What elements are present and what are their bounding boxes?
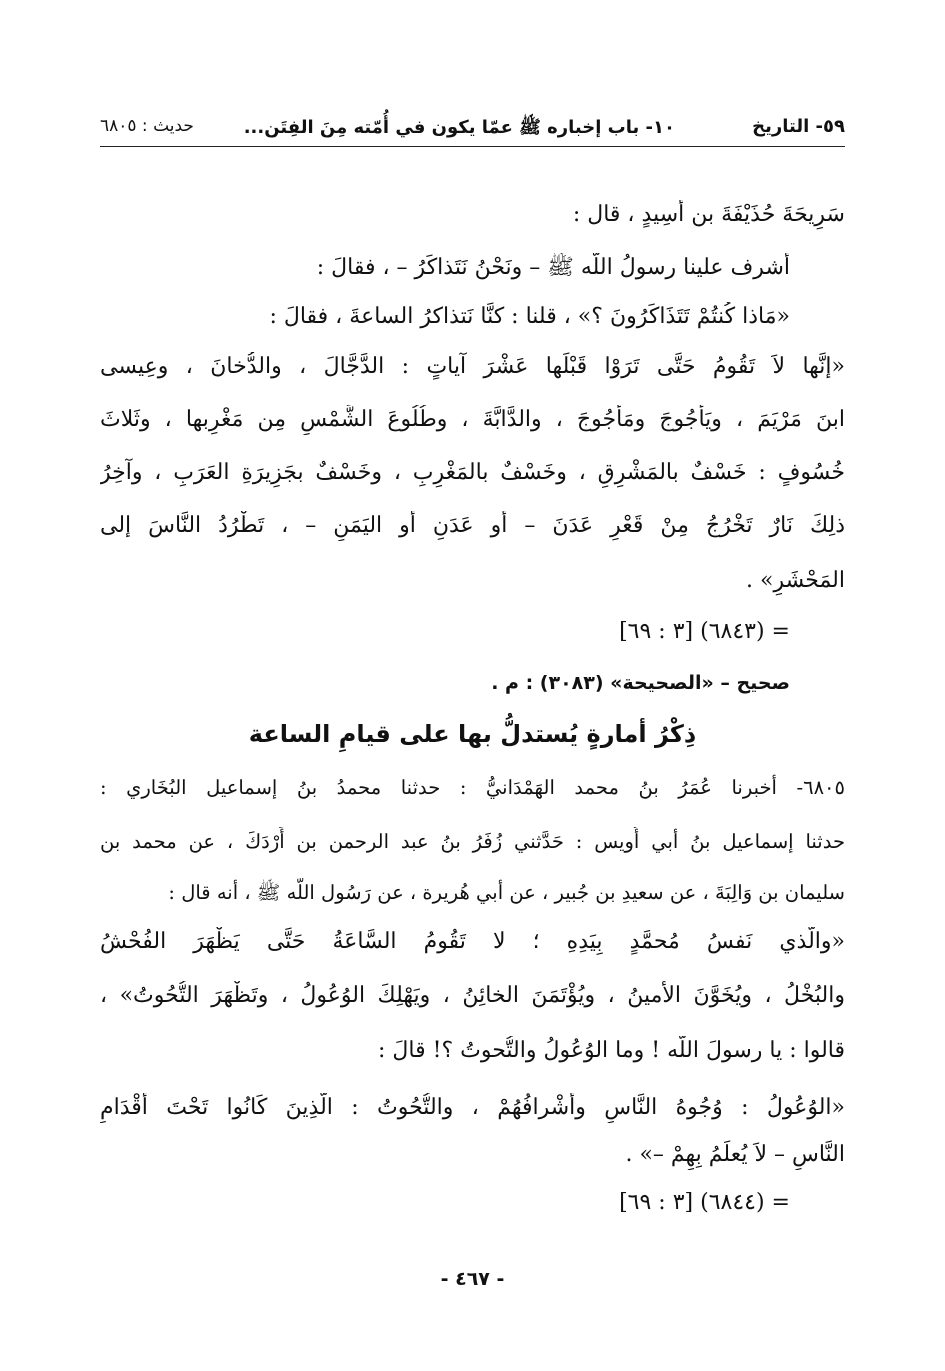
- text-line: المَحْشَرِ» .: [746, 568, 845, 593]
- chapter-title: ١٠- باب إخباره ﷺ عمّا يكون في أُمّته مِنَ الفِتَن...: [243, 117, 675, 138]
- text-line: والبُخْلُ ، ويُخَوَّنَ الأمينُ ، ويُؤْتَمَنَ الخائِنُ ، ويَهْلِكَ الوُعُولُ ، وتَظْهَرَ التُّحُوتُ» ،: [100, 983, 845, 1008]
- chapter-label: ٥٩- التاريخ: [752, 116, 845, 137]
- text-line: «إنَّها لاَ تَقُومُ حَتَّى تَرَوْا قَبْلَها عَشْرَ آياتٍ : الدَّجَّالَ ، والدُّخانَ ، وعِيسى: [100, 354, 845, 379]
- section-heading: ذِكْرُ أمارةٍ يُستدلُّ بها على قيامِ الساعة: [248, 720, 697, 748]
- page-number: - ٤٦٧ -: [440, 1268, 505, 1290]
- text-line: أشرف علينا رسولُ اللّه ﷺ – ونَحْنُ نَتَذاكَرُ – ، فقالَ :: [316, 255, 790, 280]
- text-line: قالوا : يا رسولَ اللّه ! وما الوُعُولُ والتُّحوتُ ؟! قالَ :: [378, 1038, 845, 1063]
- text-line: «والَّذي نَفسُ مُحمَّدٍ بِيَدِهِ ؛ لا تَقُومُ السَّاعَةُ حَتَّى يَظْهَرَ الفُحْشُ: [100, 929, 845, 954]
- text-line: النَّاسِ – لاَ يُعلَمُ بِهِمْ –» .: [625, 1142, 845, 1167]
- running-header: [100, 112, 845, 147]
- text-line: سَرِيحَةَ حُذَيْفَةَ بن أَسِيدٍ ، قال :: [572, 202, 845, 227]
- text-line: «مَاذا كُنتُمْ تَتَذَاكَرُونَ ؟» ، قلنا : كنَّا نَتذاكرُ الساعةَ ، فقالَ :: [269, 304, 790, 329]
- text-line: «الوُعُولُ : وُجُوهُ النَّاسِ وأَشْرافُهُمْ ، والتُّحُوتُ : الَّذِينَ كَانُوا تَحْتَ أَقْدَامِ: [100, 1095, 845, 1120]
- text-line: ابنَ مَرْيَمَ ، ويَأْجُوجَ ومَأْجُوجَ ، والدَّابَّةَ ، وطُلُوعَ الشَّمْسِ مِن مَغْرِبها ، وثَلاثَ: [100, 407, 845, 432]
- isnad-line: سليمان بن وَالِبَةَ ، عن سعيدِ بن جُبير ، عن أبي هُريرة ، عن رَسُول اللّه ﷺ ، أنه قال :: [168, 881, 845, 904]
- hadith-reference: حديث : ٦٨٠٥: [100, 116, 194, 136]
- hadith-cross-reference: = (٦٨٤٤) [٣ : ٦٩]: [619, 1190, 790, 1215]
- hadith-cross-reference: = (٦٨٤٣) [٣ : ٦٩]: [619, 619, 790, 644]
- text-line: خُسُوفٍ : خَسْفٌ بالمَشْرِقِ ، وخَسْفٌ بالمَغْرِبِ ، وخَسْفٌ بجَزِيرَةِ العَرَبِ ، وآخِرُ: [100, 460, 845, 485]
- isnad-line: حدثنا إسماعيل بنُ أبي أُويس : حَدَّثني زُفَرُ بنُ عبد الرحمن بن أَرْدَكَ ، عن محمد بن: [100, 830, 845, 853]
- text-line: ذلِكَ نَارٌ تَخْرُجُ مِنْ قَعْرِ عَدَنَ – أو عَدَنِ أو اليَمَنِ – ، تَطْرُدُ النَّاسَ إلى: [100, 513, 845, 538]
- hadith-grade: صحيح – «الصحيحة» (٣٠٨٣) : م .: [491, 672, 790, 694]
- isnad-line: ٦٨٠٥- أخبرنا عُمَرُ بنُ محمد الهَمْدَانيُّ : حدثنا محمدُ بنُ إسماعيل البُخَاري :: [100, 776, 845, 799]
